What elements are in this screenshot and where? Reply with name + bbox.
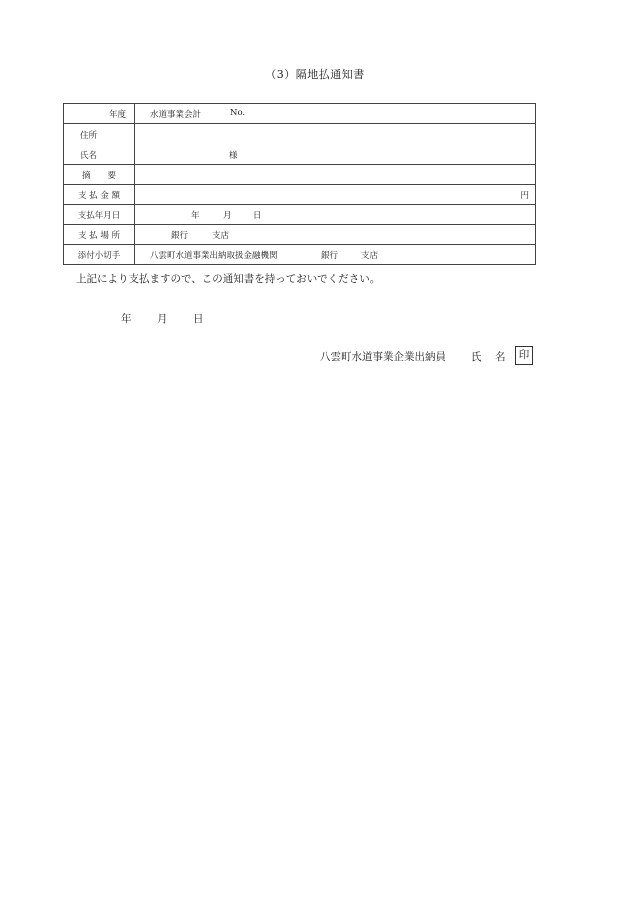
issue-day-label: 日: [193, 313, 204, 325]
pay-year-label: 年: [191, 211, 200, 221]
document-title: （3）隔地払通知書: [265, 68, 365, 81]
amount-label: 支 払 金 額: [64, 185, 135, 205]
branch-label: 支店: [212, 231, 230, 241]
name-label: 氏名: [80, 151, 98, 161]
summary-label: 摘 要: [64, 165, 135, 185]
number-label: No.: [230, 108, 246, 118]
row-summary: [64, 165, 536, 185]
account-name: 水道事業会計: [150, 110, 202, 120]
fiscal-year-label: 年度: [64, 104, 135, 124]
address-name-label-cell: [64, 124, 135, 165]
row-attached-check: [64, 245, 536, 265]
address-label: 住所: [80, 131, 98, 141]
shi-label: 氏: [471, 351, 482, 363]
row-address-name: [64, 124, 536, 165]
attached-check-value: [135, 245, 536, 265]
check-branch-label: 支店: [361, 251, 379, 261]
row-pay-place: [64, 225, 536, 245]
address-name-value-cell: [135, 124, 536, 165]
pay-month-label: 月: [223, 211, 232, 221]
account-cell: [135, 104, 536, 124]
row-fiscal-year: [64, 104, 536, 124]
check-bank-label: 銀行: [321, 251, 339, 261]
row-pay-date: [64, 205, 536, 225]
pay-date-value: [135, 205, 536, 225]
yen-label: 円: [520, 191, 529, 201]
seal-box: 印: [515, 346, 533, 365]
row-amount: [64, 185, 536, 205]
sama-label: 様: [229, 151, 238, 161]
officer-title: 八雲町水道事業企業出納員: [320, 351, 446, 363]
notice-text: 上記により支払ますので、この通知書を持っておいでください。: [76, 273, 381, 285]
issue-year-label: 年: [121, 313, 132, 325]
institution-name: 八雲町水道事業出納取扱金融機関: [150, 251, 278, 261]
pay-day-label: 日: [253, 211, 262, 221]
pay-place-label: 支 払 場 所: [64, 225, 135, 245]
amount-value: [135, 185, 536, 205]
mei-label: 名: [495, 351, 506, 363]
payment-notice-table: [63, 103, 536, 265]
summary-value: [135, 165, 536, 185]
attached-check-label: 添付小切手: [64, 245, 135, 265]
pay-date-label: 支払年月日: [64, 205, 135, 225]
pay-place-value: [135, 225, 536, 245]
bank-label: 銀行: [171, 231, 189, 241]
issue-month-label: 月: [157, 313, 168, 325]
